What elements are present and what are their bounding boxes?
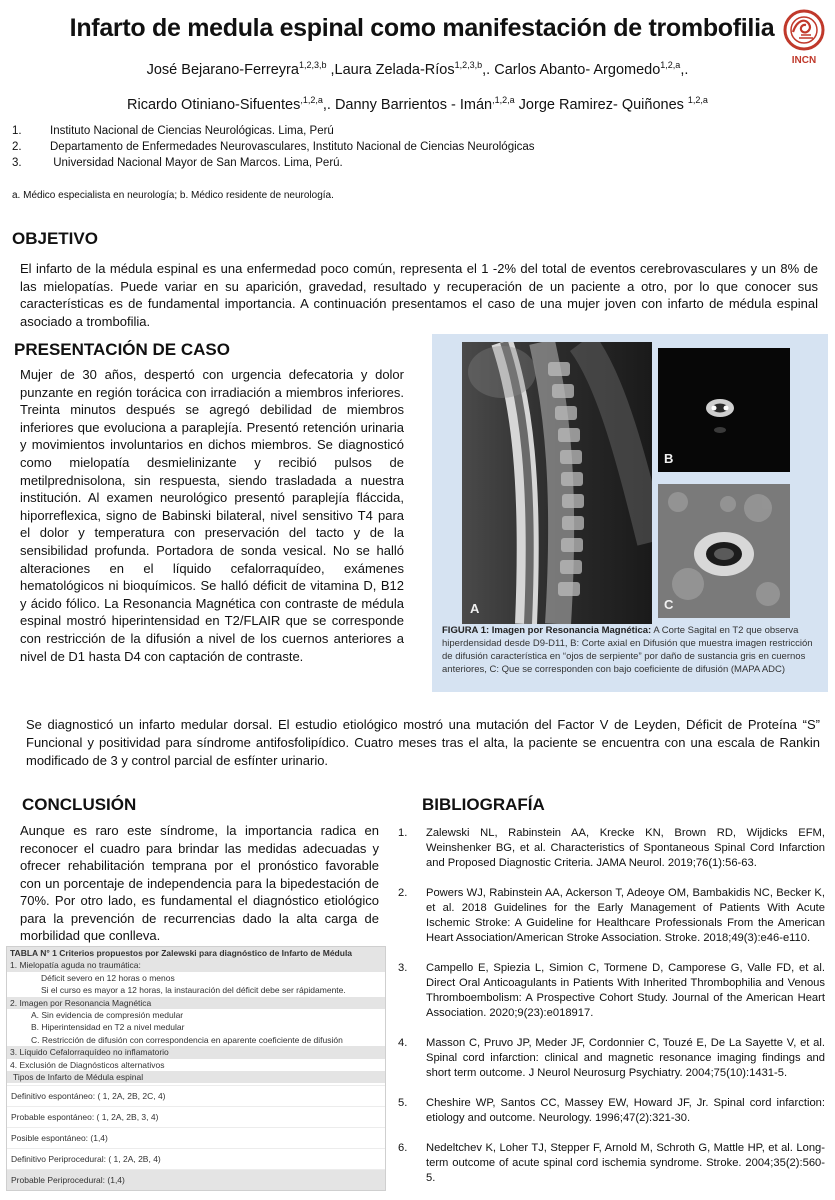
reference-text: Nedeltchev K, Loher TJ, Stepper F, Arnold M, Schroth G, Mattle HP, et al. Long-term outcome of acute spinal cord ischemia syndrome. Stroke. 2004;35(2):560-5.: [426, 1142, 825, 1184]
affiliation: [12, 125, 334, 137]
table-row: 2. Imagen por Resonancia Magnética: [7, 997, 385, 1009]
figure-1: [432, 334, 828, 692]
table-row: Posible espontáneo: (1,4): [7, 1127, 385, 1148]
table-row: 4. Exclusión de Diagnósticos alternativos: [10, 1059, 165, 1070]
conclusion-heading: CONCLUSIÓN: [22, 795, 137, 814]
affiliation: [12, 141, 535, 153]
table-row: 1. Mielopatía aguda no traumática:: [7, 959, 385, 971]
table-row: B. Hiperintensidad en T2 a nivel medular: [31, 1022, 185, 1033]
objetivo-heading: OBJETIVO: [12, 229, 98, 248]
reference-item: [398, 1096, 825, 1126]
affiliation-number: 2.: [12, 141, 22, 153]
table-row: Déficit severo en 12 horas o menos: [41, 972, 175, 983]
infarct-types: [7, 1085, 385, 1190]
table-row: Si el curso es mayor a 12 horas, la instauración del déficit debe ser rápidamente.: [41, 985, 346, 996]
reference-text: Cheshire WP, Santos CC, Massey EW, Howard JF, Jr. Spinal cord infarction: etiology and outcome. Neurology. 1996;47(2):321-30.: [426, 1097, 825, 1124]
caso-continuation-text: Se diagnosticó un infarto medular dorsal. El estudio etiológico mostró una mutación del Factor V de Leyden, Déficit de Proteína “S” Funcional y positividad para síndrome antifosfolipídico. Cuatro meses tras el alta, la paciente se encuentra con una escala de Rankin modificado de 3 y control parcial de esfínter urinario.: [26, 717, 820, 768]
reference-text: Zalewski NL, Rabinstein AA, Krecke KN, Brown RD, Wijdicks EFM, Weinshenker BG, et al. Characteristics of Spontaneous Spinal Cord Infarction and Proposed Diagnostic Criteria. JAMA Neurol. 2019;76(1):56-63.: [426, 827, 825, 869]
caso-heading: PRESENTACIÓN DE CASO: [14, 340, 230, 359]
author-affiliation-marks: 1,2,a: [687, 95, 708, 105]
affiliation-text: Universidad Nacional Mayor de San Marcos. Lima, Perú.: [50, 157, 343, 169]
reference-number: 3.: [398, 962, 408, 974]
author-name: Jorge Ramirez- Quiñones: [514, 96, 688, 113]
reference-text: Campello E, Spiezia L, Simion C, Tormene D, Camporese G, Valle FD, et al. Direct Oral Anticoagulants in Patients With Inherited Thrombophilia and Venous Thromboembolism: A Prospective Cohort Study. Journal of the American Heart Association. 2020;9(23):e018917.: [426, 962, 825, 1019]
mri-adc-map-image: [658, 484, 790, 618]
table-row: Definitivo Periprocedural: ( 1, 2A, 2B, 4): [7, 1148, 385, 1169]
affiliation-number: 1.: [12, 125, 22, 137]
reference-number: 5.: [398, 1097, 408, 1109]
mri-axial-diffusion-image: [658, 348, 790, 472]
author-name: ,Laura Zelada-Ríos: [326, 61, 455, 78]
reference-number: 2.: [398, 887, 408, 899]
reference-number: 1.: [398, 827, 408, 839]
affiliation-text: Departamento de Enfermedades Neurovasculares, Instituto Nacional de Ciencias Neurológicas: [50, 141, 535, 153]
reference-item: [398, 1141, 825, 1186]
table-row: A. Sin evidencia de compresión medular: [31, 1009, 184, 1020]
table-row: Probable Periprocedural: (1,4): [7, 1169, 385, 1190]
author-affiliation-marks: 1,2,3,b: [454, 60, 483, 70]
reference-item: [398, 1036, 825, 1081]
panel-label-b: B: [664, 451, 674, 466]
bibliografia-heading: BIBLIOGRAFÍA: [422, 795, 545, 814]
mri-sagittal-image: [462, 342, 652, 624]
figure-caption-text: A Corte Sagital en T2 que observa hiperdensidad desde D9-D11, B: Corte axial en Difusión que muestra imagen restricción de difusión característica en “ojos de serpiente” por daño de sustancia gris en cuernos anteriores, C: Que se corresponden con bajo coeficiente de difusión (MAPA ADC): [442, 625, 813, 675]
incn-logo: [779, 8, 829, 66]
conclusion-text: Aunque es raro este síndrome, la importancia radica en reconocer el cuadro para brindar las medidas adecuadas y ofrecer rehabilitación temprana por el pronóstico favorable con un porcentaje de independencia para la bipedestación de 70%. Por otro lado, es fundamental el diagnóstico etiológico para la prevención de recurrencias dado la alta carga de morbilidad que conlleva.: [20, 823, 379, 943]
reference-text: Powers WJ, Rabinstein AA, Ackerson T, Adeoye OM, Bambakidis NC, Becker K, et al. 2018 Guidelines for the Early Management of Patients With Acute Ischemic Stroke: A Guideline for Healthcare Professionals From the American Heart Association/American Stroke Association. Stroke. 2018;49(3):e46-e110.: [426, 887, 825, 944]
figure-caption-label: FIGURA 1: Imagen por Resonancia Magnética:: [442, 625, 652, 636]
reference-item: [398, 886, 825, 946]
mri-axial-diffusion-graphic: [658, 348, 790, 472]
authors-line-2: [20, 95, 815, 113]
criteria-table: [6, 946, 386, 1191]
affiliation: [12, 157, 343, 169]
author-affiliation-marks: 1,2,a: [660, 60, 681, 70]
mri-adc-map-graphic: [658, 484, 790, 618]
authors-line-1: [20, 60, 815, 78]
author-affiliation-marks: ,1,2,a: [492, 95, 515, 105]
table-row: 3. Líquido Cefalorraquídeo no inflamatorio: [7, 1046, 385, 1058]
caso-text: Mujer de 30 años, despertó con urgencia defecatoria y dolor punzante en región torácica con irradiación a miembros inferiores. Treinta minutos después se agregó debilidad de miembros inferiores que evoluciona a paraplejía. Presentó retención urinaria y movimientos involuntarios en dichos miembros. Se diagnosticó como mielopatía desmielinizante y recibió pulsos de metilprednisolona, sin respuesta, siendo trasladada a nuestra institución. Al examen neurológico presentó paraplejía fláccida, hiporreflexica, signo de Babinski bilateral, nivel sensitivo T4 para el dolor y temperatura con preservación del tacto y de la sensibilidad profunda. Portadora de sonda vesical. No se halló alteraciones en el líquido cefalorraquídeo, exámenes hematológicos ni bioquímicos. Se halló déficit de vitamina D, B12 y ácido fólico. La Resonancia Magnética con contraste de médula espinal mostró hiperintensidad en T2/FLAIR que se corresponde con restricción de la difusión a nivel de los cuernos anteriores a nivel de D1 hasta D4 con captación de contraste.: [20, 367, 404, 664]
reference-number: 4.: [398, 1037, 408, 1049]
panel-label-a: A: [470, 601, 480, 616]
author-name: José Bejarano-Ferreyra: [146, 61, 299, 78]
author-note: a. Médico especialista en neurología; b. Médico residente de neurología.: [12, 190, 334, 201]
affiliation-text: Instituto Nacional de Ciencias Neurológicas. Lima, Perú: [50, 125, 334, 137]
reference-number: 6.: [398, 1142, 408, 1154]
table-row: C. Restricción de difusión con correspondencia en aparente coeficiente de difusión: [31, 1034, 343, 1045]
table-subheading: Tipos de Infarto de Médula espinal: [7, 1071, 385, 1083]
reference-item: [398, 826, 825, 871]
author-name: ,.: [680, 61, 689, 78]
logo-text: INCN: [791, 55, 817, 66]
figure-caption: [442, 624, 822, 676]
author-affiliation-marks: ,1,2,a: [300, 95, 323, 105]
poster-title: Infarto de medula espinal como manifestación de trombofilia: [69, 14, 775, 42]
author-affiliation-marks: 1,2,3,b: [298, 60, 327, 70]
mri-sagittal-graphic: [462, 342, 652, 624]
affiliation-number: 3.: [12, 157, 22, 169]
table-row: Probable espontáneo: ( 1, 2A, 2B, 3, 4): [7, 1106, 385, 1127]
panel-label-c: C: [664, 597, 674, 612]
author-name: Ricardo Otiniano-Sifuentes: [127, 96, 301, 113]
objetivo-text: El infarto de la médula espinal es una enfermedad poco común, representa el 1 -2% del total de eventos cerebrovasculares y un 8% de las mielopatías. Puede variar en su aparición, gravedad, resultado y recuperación de un paciente a otro, por lo que conocer sus características es de fundamental importancia. A continuación presentamos el caso de una mujer joven con infarto de médula espinal asociado a trombofilia.: [20, 261, 818, 329]
author-name: ,. Danny Barrientos - Imán: [322, 96, 493, 113]
reference-text: Masson C, Pruvo JP, Meder JF, Cordonnier C, Touzé E, De La Sayette V, et al. Spinal cord infarction: clinical and magnetic resonance imaging findings and short term outcome. J Neurol Neurosurg Psychiatry. 2004;75(10):1431-5.: [426, 1037, 825, 1079]
table-title: TABLA N° 1 Criterios propuestos por Zalewski para diagnóstico de Infarto de Médula: [7, 947, 385, 959]
reference-list: [398, 826, 825, 1200]
incn-logo-icon: [779, 8, 829, 66]
reference-item: [398, 961, 825, 1021]
author-name: ,. Carlos Abanto- Argomedo: [482, 61, 661, 78]
table-row: Definitivo espontáneo: ( 1, 2A, 2B, 2C, 4): [7, 1085, 385, 1106]
